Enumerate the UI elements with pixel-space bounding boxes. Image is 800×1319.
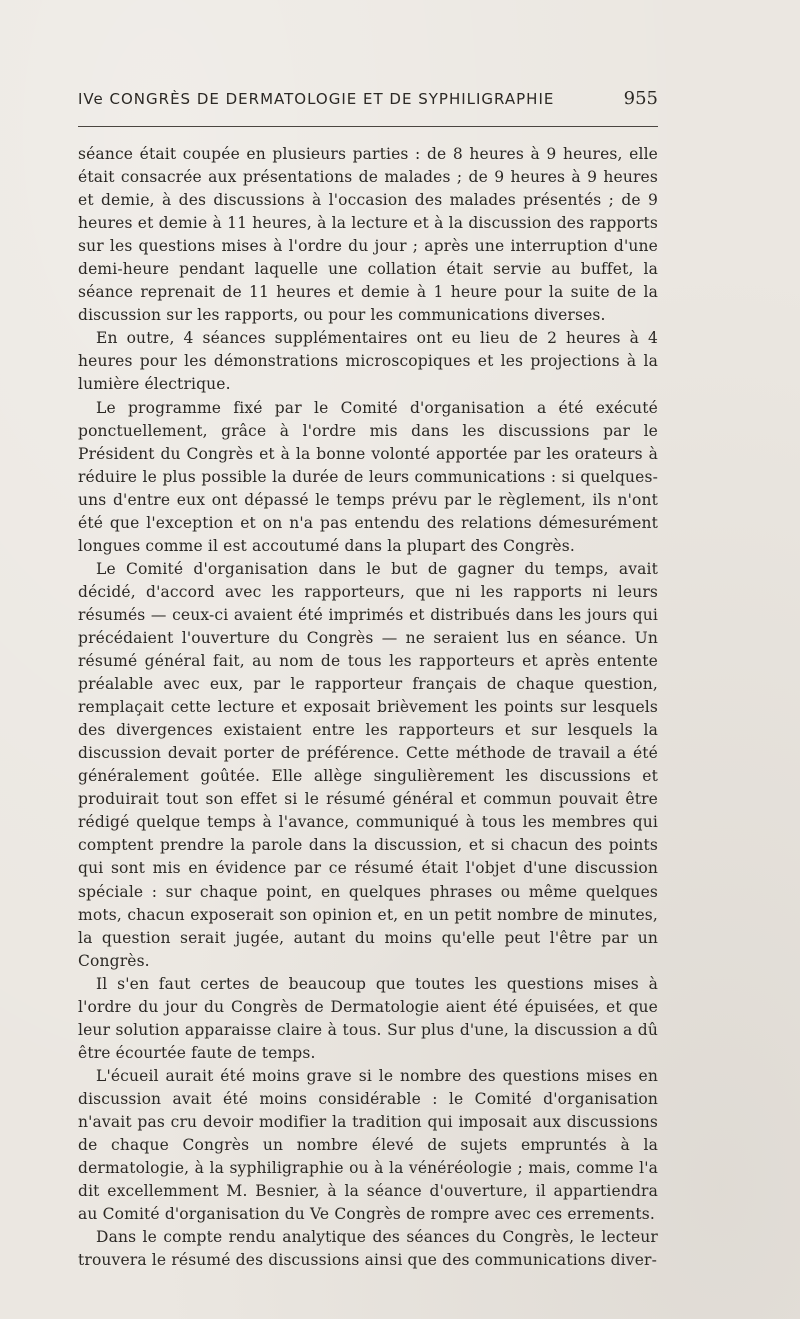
paragraph-2: En outre, 4 séances supplémentaires ont eu lieu de 2 heures à 4 heures pour les démonstrations microscopiques et les projections à la lumière électrique.	[78, 329, 658, 394]
paragraph-4: Le Comité d'organisation dans le but de gagner du temps, avait décidé, d'accord avec les rapporteurs, que ni les rapports ni leurs résumés — ceux-ci avaient été imprimés et distribués dans les jours qui précédaient l'ouverture du Congrès — ne seraient lus en séance. Un résumé général fait, au nom de tous les rapporteurs et après entente préalable avec eux, par le rapporteur français de chaque question, remplaçait cette lecture et exposait brièvement les points sur lesquels des divergences existaient entre les rapporteurs et sur lesquels la discussion devait porter de préférence. Cette méthode de travail a été généralement goûtée. Elle allège singulièrement les discussions et produirait tout son effet si le résumé général et commun pouvait être rédigé quelque temps à l'avance, communiqué à tous les membres qui comptent prendre la parole dans la discussion, et si chacun des points qui sont mis en évidence par ce résumé était l'objet d'une discussion spéciale : sur chaque point, en quelques phrases ou même quelques mots, chacun exposerait son opinion et, en un petit nombre de minutes, la question serait jugée, autant du moins qu'elle peut l'être par un Congrès.	[78, 559, 658, 970]
body-text	[78, 143, 658, 1272]
paragraph-6: L'écueil aurait été moins grave si le nombre des questions mises en discussion avait été moins considérable : le Comité d'organisation n'avait pas cru devoir modifier la tradition qui imposait aux discussions de chaque Congrès un nombre élevé de sujets empruntés à la dermatologie, à la syphiligraphie ou à la vénéréologie ; mais, comme l'a dit excellemment M. Besnier, à la séance d'ouverture, il appartiendra au Comité d'organisation du Ve Congrès de rompre avec ces errements.	[78, 1066, 658, 1224]
page-number: 955	[623, 88, 658, 109]
running-header	[78, 88, 658, 114]
header-title: IVe CONGRÈS DE DERMATOLOGIE ET DE SYPHILIGRAPHIE	[78, 90, 555, 108]
header-rule	[78, 126, 658, 127]
paragraph-7: Dans le compte rendu analytique des séances du Congrès, le lecteur trouvera le résumé des discussions ainsi que des communications diver-	[78, 1228, 658, 1270]
paragraph-5: Il s'en faut certes de beaucoup que toutes les questions mises à l'ordre du jour du Congrès de Dermatologie aient été épuisées, et que leur solution apparaisse claire à tous. Sur plus d'une, la discussion a dû être écourtée faute de temps.	[78, 974, 658, 1062]
paragraph-1: séance était coupée en plusieurs parties : de 8 heures à 9 heures, elle était consacrée aux présentations de malades ; de 9 heures à 9 heures et demie, à des discussions à l'occasion des malades présentés ; de 9 heures et demie à 11 heures, à la lecture et à la discussion des rapports sur les questions mises à l'ordre du jour ; après une interruption d'une demi-heure pendant laquelle une collation était servie au buffet, la séance reprenait de 11 heures et demie à 1 heure pour la suite de la discussion sur les rapports, ou pour les communications diverses.	[78, 145, 658, 325]
paragraph-3: Le programme fixé par le Comité d'organisation a été exécuté ponctuellement, grâce à l'ordre mis dans les discussions par le Président du Congrès et à la bonne volonté apportée par les orateurs à réduire le plus possible la durée de leurs communications : si quelques-uns d'entre eux ont dépassé le temps prévu par le règlement, ils n'ont été que l'exception et on n'a pas entendu des relations démesurément longues comme il est accoutumé dans la plupart des Congrès.	[78, 398, 658, 555]
